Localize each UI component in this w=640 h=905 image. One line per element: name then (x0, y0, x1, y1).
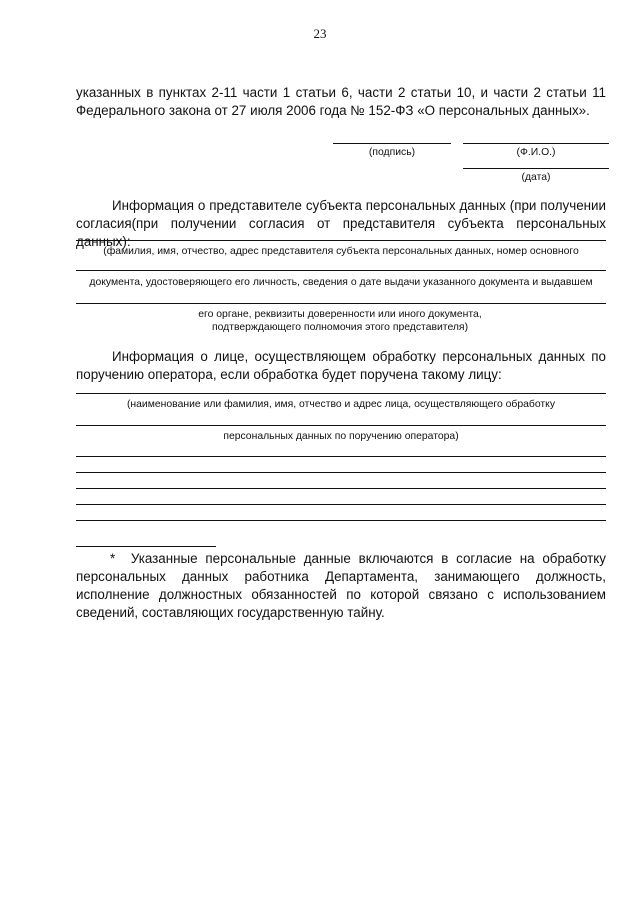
footnote (76, 550, 606, 622)
representative-line-1 (76, 240, 606, 241)
blank-line-5 (76, 520, 606, 521)
blank-line-2 (76, 472, 606, 473)
representative-line-2 (76, 270, 606, 271)
intro-paragraph: указанных в пунктах 2-11 части 1 статьи 6, части 2 статьи 10, и части 2 статьи 11 Федерального закона от 27 июля 2006 года № 152-ФЗ «О персональных данных». (76, 85, 606, 118)
signature-line (333, 143, 451, 144)
processor-caption-1: (наименование или фамилия, имя, отчество и адрес лица, осуществляющего обработку (126, 399, 556, 410)
footnote-text: Указанные персональные данные включаются в согласие на обработку персональных данных работника Департамента, занимающего должность, исполнение должностных обязанностей по которой связано с использованием сведений, составляющих государственную тайну. (76, 551, 606, 620)
blank-line-3 (76, 488, 606, 489)
date-line (463, 168, 609, 169)
representative-caption-1: (фамилия, имя, отчество, адрес представителя субъекта персональных данных, номер основного (103, 246, 579, 257)
representative-line-3 (76, 303, 606, 304)
name-caption: (Ф.И.О.) (516, 147, 556, 158)
processor-line-1 (76, 393, 606, 394)
blank-line-4 (76, 504, 606, 505)
footnote-marker: * (110, 551, 116, 566)
processor-line-2 (76, 425, 606, 426)
name-line (463, 143, 609, 144)
date-caption: (дата) (521, 172, 551, 183)
processor-heading: Информация о лице, осуществляющем обработку персональных данных по поручению оператора, если обработка будет поручена такому лицу: (76, 349, 606, 382)
representative-heading: Информация о представителе субъекта персональных данных (при получении согласия(при получении согласия от представителя субъекта персональных данных): (76, 198, 606, 249)
footnote-separator (76, 546, 216, 547)
representative-caption-3: его органе, реквизиты доверенности или иного документа, подтверждающего полномочия этого представителя) (198, 309, 482, 333)
blank-line-1 (76, 456, 606, 457)
processor-caption-2: персональных данных по поручению оператора) (223, 431, 459, 442)
signature-caption: (подпись) (368, 147, 416, 158)
representative-caption-2: документа, удостоверяющего его личность, сведения о дате выдачи указанного документа и выдавшем (89, 277, 593, 288)
page-number: 23 (313, 26, 327, 41)
